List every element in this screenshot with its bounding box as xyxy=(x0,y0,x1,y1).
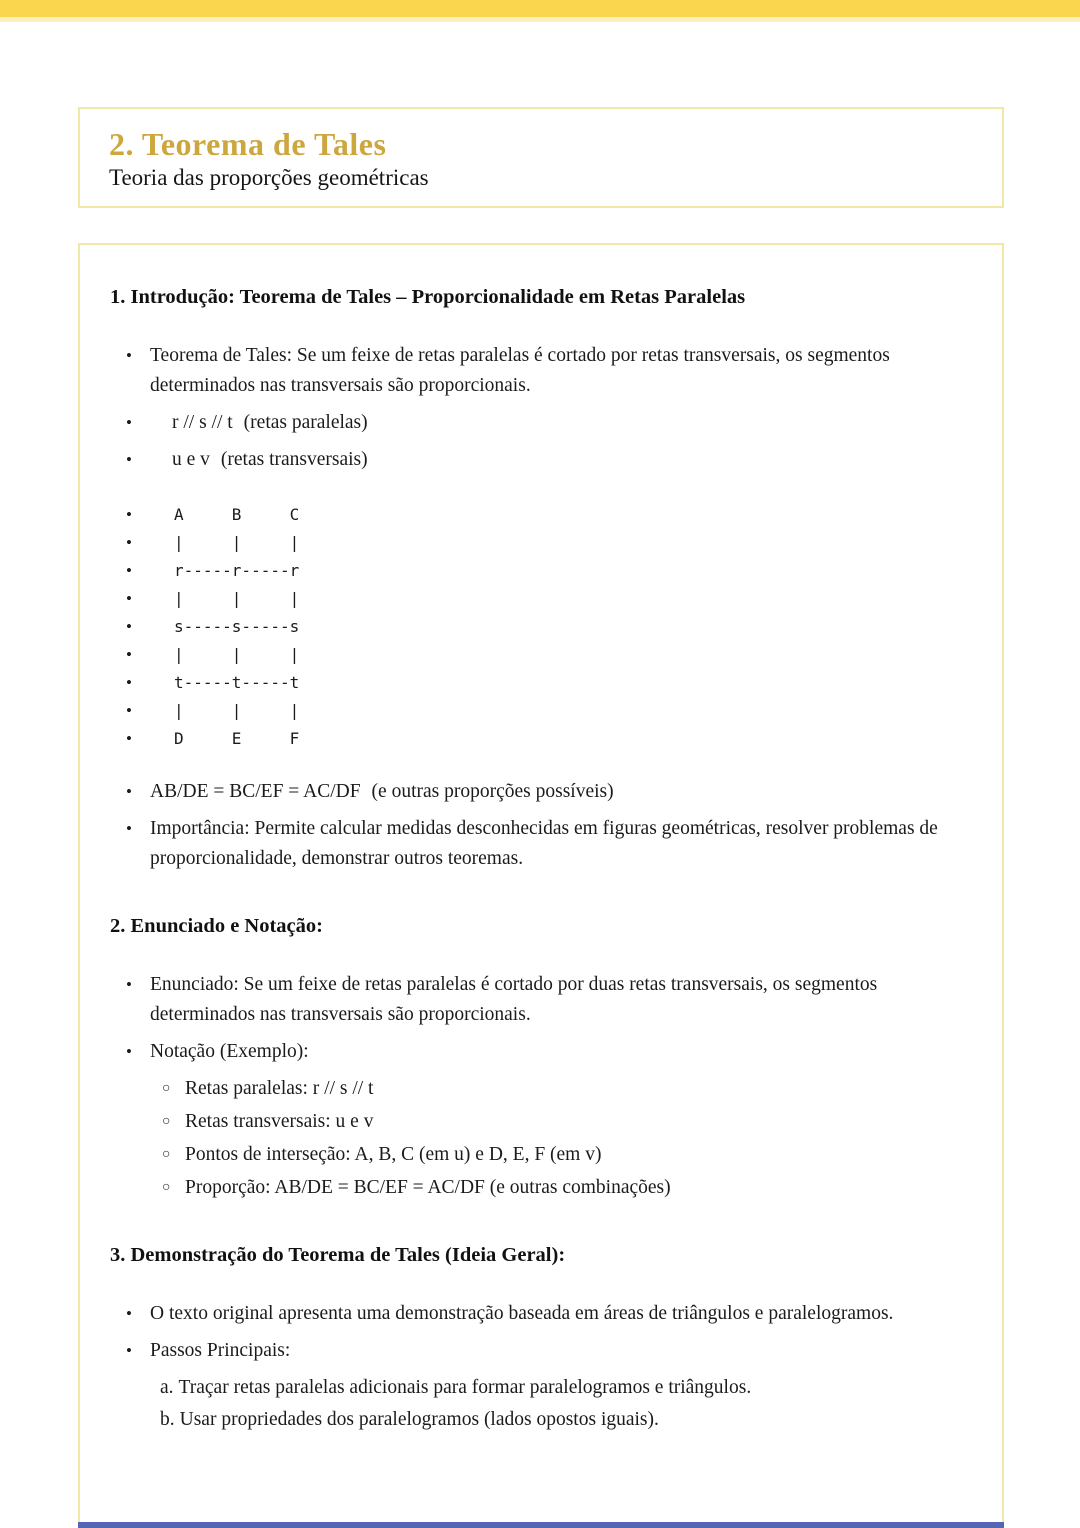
bullet-marker-icon: • xyxy=(126,782,132,801)
bullet-marker-icon: • xyxy=(126,645,132,664)
list-item xyxy=(110,777,972,807)
bullet-marker-icon: • xyxy=(126,701,132,720)
step-text: Usar propriedades dos paralelogramos (lados opostos iguais). xyxy=(179,1409,659,1430)
page-title: 2. Teorema de Tales xyxy=(109,126,387,162)
circle-marker-icon: ○ xyxy=(162,1081,171,1096)
list-item xyxy=(110,341,972,401)
diagram-line-text: | | | xyxy=(174,645,300,664)
diagram-line xyxy=(110,725,972,753)
step-item xyxy=(110,1405,972,1435)
inline-code: u e v xyxy=(172,449,210,470)
bullet-marker-icon: • xyxy=(126,346,132,365)
bullet-marker-icon: • xyxy=(126,533,132,552)
diagram-line-text: A B C xyxy=(174,505,300,524)
next-section-accent-bar xyxy=(78,1522,1004,1528)
bullet-marker-icon: • xyxy=(126,1304,132,1323)
list-item-text: O texto original apresenta uma demonstração baseada em áreas de triângulos e paralelogramos. xyxy=(150,1303,894,1324)
bullet-marker-icon: • xyxy=(126,819,132,838)
bullet-marker-icon: • xyxy=(126,729,132,748)
section-1-heading: 1. Introdução: Teorema de Tales – Proporcionalidade em Retas Paralelas xyxy=(110,286,746,308)
note-text: (e outras proporções possíveis) xyxy=(371,781,614,802)
bullet-marker-icon: • xyxy=(126,1042,132,1061)
diagram-line-text: | | | xyxy=(174,589,300,608)
list-item-text xyxy=(150,408,972,438)
list-item xyxy=(110,1336,972,1366)
bullet-marker-icon: • xyxy=(126,1341,132,1360)
sub-list-item-text: Pontos de interseção: A, B, C (em u) e D, E, F (em v) xyxy=(185,1144,602,1165)
note-text: (retas paralelas) xyxy=(243,412,368,433)
top-accent-bar xyxy=(0,0,1080,22)
diagram-line xyxy=(110,613,972,641)
sub-list-item xyxy=(110,1140,972,1170)
step-item xyxy=(110,1373,972,1403)
ascii-diagram xyxy=(110,501,972,753)
diagram-line xyxy=(110,669,972,697)
bullet-marker-icon: • xyxy=(126,450,132,469)
circle-marker-icon: ○ xyxy=(162,1180,171,1195)
title-card xyxy=(78,107,1004,208)
step-text: Traçar retas paralelas adicionais para formar paralelogramos e triângulos. xyxy=(178,1377,752,1398)
list-item xyxy=(110,1037,972,1067)
diagram-line-text: | | | xyxy=(174,701,300,720)
diagram-line-text: r-----r-----r xyxy=(174,561,300,580)
sub-list-item xyxy=(110,1107,972,1137)
section-3-heading: 3. Demonstração do Teorema de Tales (Ideia Geral): xyxy=(110,1244,566,1266)
bullet-marker-icon: • xyxy=(126,505,132,524)
list-item-text xyxy=(150,445,972,475)
sub-list xyxy=(110,1074,972,1203)
sub-list-item-text: Retas transversais: u e v xyxy=(185,1111,374,1132)
sub-list-item-text: Retas paralelas: r // s // t xyxy=(185,1078,374,1099)
sub-list-item xyxy=(110,1074,972,1104)
step-label: a. xyxy=(160,1377,174,1398)
list-item xyxy=(110,1299,972,1329)
bullet-marker-icon: • xyxy=(126,975,132,994)
list-item xyxy=(110,445,972,475)
diagram-line-text: | | | xyxy=(174,533,300,552)
list-item xyxy=(110,408,972,438)
step-label: b. xyxy=(160,1409,175,1430)
section-2-heading: 2. Enunciado e Notação: xyxy=(110,915,323,937)
page-subtitle: Teoria das proporções geométricas xyxy=(109,165,429,190)
list-item xyxy=(110,970,972,1030)
list-item-text: Passos Principais: xyxy=(150,1340,291,1361)
bullet-marker-icon: • xyxy=(126,673,132,692)
formula-text: AB/DE = BC/EF = AC/DF xyxy=(150,781,361,802)
list-item-text: Notação (Exemplo): xyxy=(150,1041,309,1062)
diagram-line xyxy=(110,697,972,725)
list-item-text: Importância: Permite calcular medidas desconhecidas em figuras geométricas, resolver problemas de proporcionalidade, demonstrar outros teoremas. xyxy=(150,818,938,869)
sub-list-item xyxy=(110,1173,972,1203)
circle-marker-icon: ○ xyxy=(162,1114,171,1129)
list-item-text: Teorema de Tales: Se um feixe de retas paralelas é cortado por retas transversais, os segmentos determinados nas transversais são proporcionais. xyxy=(150,345,890,396)
content-card xyxy=(78,243,1004,1528)
circle-marker-icon: ○ xyxy=(162,1147,171,1162)
diagram-line xyxy=(110,501,972,529)
diagram-line xyxy=(110,557,972,585)
diagram-line xyxy=(110,641,972,669)
diagram-line xyxy=(110,585,972,613)
bullet-marker-icon: • xyxy=(126,413,132,432)
bullet-marker-icon: • xyxy=(126,561,132,580)
list-item-text xyxy=(150,777,972,807)
diagram-line-text: s-----s-----s xyxy=(174,617,300,636)
list-item-text: Enunciado: Se um feixe de retas paralelas é cortado por duas retas transversais, os segmentos determinados nas transversais são proporcionais. xyxy=(150,974,878,1025)
diagram-line-text: t-----t-----t xyxy=(174,673,300,692)
sub-list-item-text: Proporção: AB/DE = BC/EF = AC/DF (e outras combinações) xyxy=(185,1177,671,1198)
inline-code: r // s // t xyxy=(172,412,233,433)
note-text: (retas transversais) xyxy=(220,449,368,470)
list-item xyxy=(110,814,972,874)
diagram-line xyxy=(110,529,972,557)
bullet-marker-icon: • xyxy=(126,617,132,636)
diagram-line-text: D E F xyxy=(174,729,300,748)
bullet-marker-icon: • xyxy=(126,589,132,608)
